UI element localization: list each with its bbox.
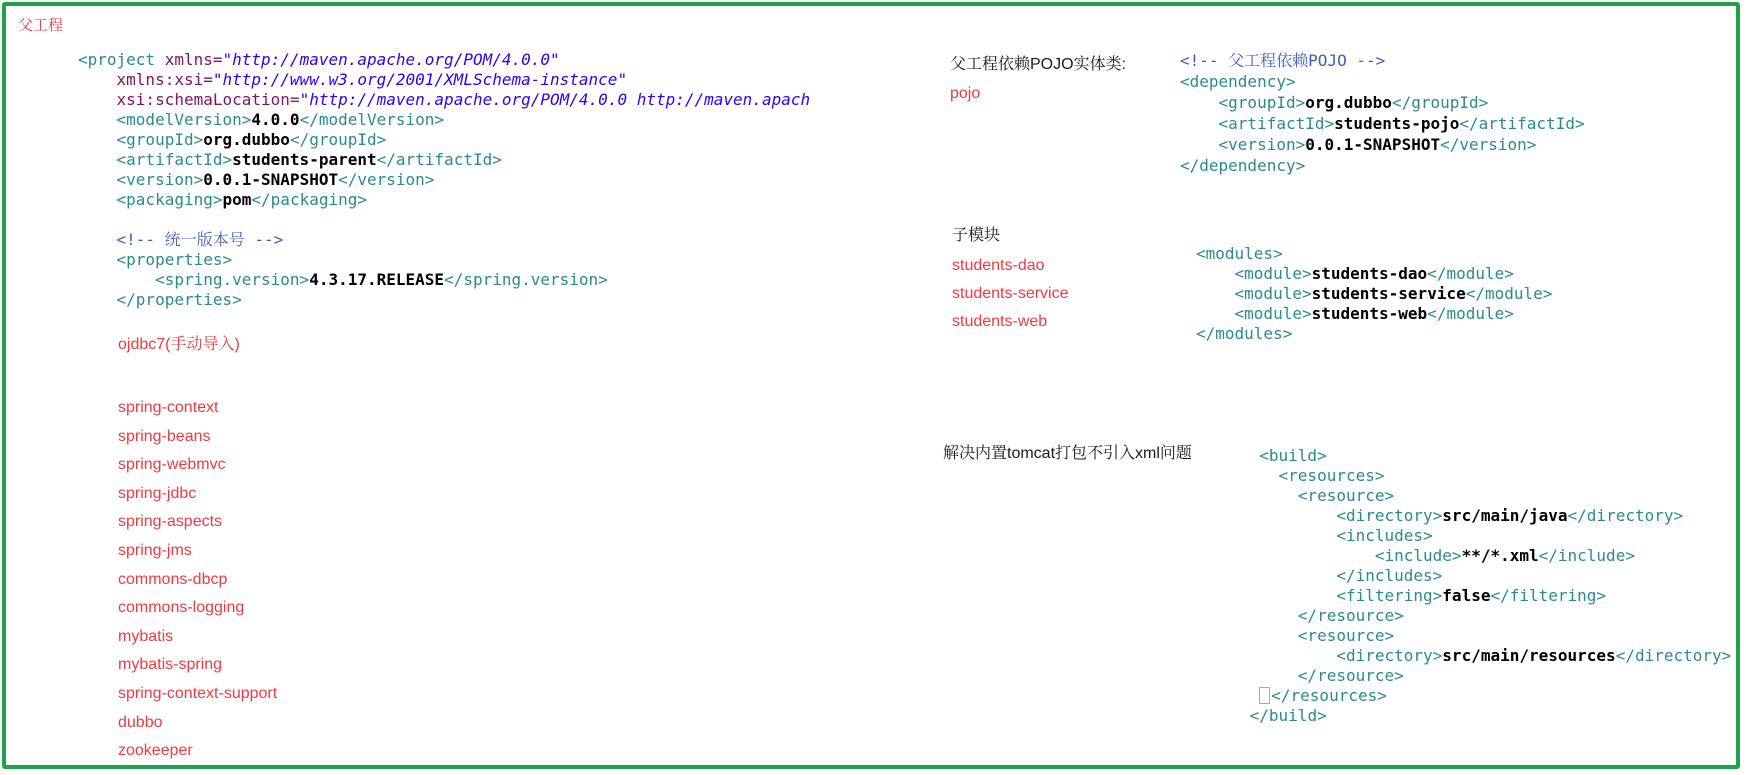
- code-token: false: [1442, 586, 1491, 605]
- module-name-list: [952, 252, 1069, 336]
- code-line: [1240, 546, 1731, 566]
- code-token: students-parent: [232, 150, 377, 169]
- dependency-name: mybatis-spring: [118, 656, 223, 674]
- code-token: [78, 210, 88, 229]
- code-line: [78, 210, 810, 230]
- code-line: [1196, 284, 1552, 304]
- code-line: [78, 110, 810, 130]
- code-token: <properties>: [116, 250, 233, 269]
- code-line: [78, 90, 810, 110]
- dependency-name: dubbo: [118, 713, 163, 731]
- code-token: [78, 170, 117, 189]
- code-line: [1240, 686, 1731, 706]
- code-token: <dependency>: [1180, 72, 1296, 91]
- bracket-match-box: [1259, 687, 1270, 704]
- code-token: [1240, 626, 1298, 645]
- code-token: [1240, 526, 1336, 545]
- code-token: [1240, 466, 1279, 485]
- code-token: [78, 130, 117, 149]
- code-token: <resource>: [1297, 626, 1395, 645]
- code-token: org.dubbo: [1305, 93, 1392, 112]
- pojo-module-name: pojo: [950, 85, 981, 102]
- code-token: <directory>: [1336, 506, 1443, 525]
- code-token: <include>: [1374, 546, 1462, 565]
- code-line: [78, 190, 810, 210]
- code-token: <spring.version>: [155, 270, 310, 289]
- code-token: </resource>: [1297, 606, 1404, 625]
- code-line: [1240, 466, 1731, 486]
- code-token: </directory>: [1615, 646, 1732, 665]
- code-token: [1180, 135, 1219, 154]
- code-token: "http://www.w3.org/2001/XMLSchema-instance": [212, 70, 628, 89]
- code-token: </version>: [338, 170, 435, 189]
- code-token: pom: [222, 190, 252, 209]
- code-token: <build>: [1259, 446, 1327, 465]
- code-token: [1240, 706, 1250, 725]
- code-line: [1240, 526, 1731, 546]
- code-line: [1180, 155, 1585, 176]
- code-token: students-web: [1311, 304, 1428, 323]
- code-token: [1180, 93, 1219, 112]
- code-token: students-dao: [1311, 264, 1428, 283]
- code-line: [1180, 71, 1585, 92]
- code-token: <modules>: [1196, 244, 1283, 263]
- code-token: [1240, 646, 1336, 665]
- code-token: [1240, 606, 1298, 625]
- code-token: students-service: [1311, 284, 1466, 303]
- module-name: students-service: [952, 285, 1069, 302]
- code-line: [78, 170, 810, 190]
- code-line: [1240, 506, 1731, 526]
- dependency-name: spring-webmvc: [118, 456, 226, 474]
- code-token: </spring.version>: [444, 270, 608, 289]
- code-token: students-pojo: [1334, 114, 1460, 133]
- code-token: [78, 90, 117, 109]
- code-token: 4.0.0: [251, 110, 300, 129]
- code-line: [1180, 134, 1585, 155]
- page-title: 父工程: [18, 17, 64, 34]
- code-token: [1240, 506, 1336, 525]
- dependency-code: [1180, 50, 1585, 176]
- code-token: </includes>: [1336, 566, 1443, 585]
- code-line: [1196, 264, 1552, 284]
- code-token: </groupId>: [1391, 93, 1489, 112]
- code-token: <directory>: [1336, 646, 1443, 665]
- code-token: <artifactId>: [116, 150, 233, 169]
- code-token: </artifactId>: [1459, 114, 1585, 133]
- code-token: 0.0.1-SNAPSHOT: [1305, 135, 1441, 154]
- modules-code: [1196, 244, 1552, 344]
- pojo-section-label: 父工程依赖POJO实体类:: [950, 56, 1127, 73]
- code-token: </version>: [1440, 135, 1537, 154]
- code-token: "http://maven.apache.org/POM/4.0.0": [222, 50, 560, 69]
- code-token: <groupId>: [116, 130, 204, 149]
- code-token: **/*.xml: [1461, 546, 1539, 565]
- module-name: students-web: [952, 313, 1048, 330]
- code-token: [78, 290, 117, 309]
- dependency-name: spring-context-support: [118, 684, 278, 702]
- code-token: <!-- 统一版本号 -->: [116, 230, 284, 249]
- code-line: [78, 150, 810, 170]
- code-line: [1180, 50, 1585, 71]
- code-token: [1240, 546, 1375, 565]
- code-token: </resources>: [1271, 686, 1387, 705]
- code-line: [78, 50, 810, 70]
- code-token: <includes>: [1336, 526, 1433, 545]
- code-line: [1180, 113, 1585, 134]
- code-token: </filtering>: [1490, 586, 1607, 605]
- code-token: </packaging>: [251, 190, 367, 209]
- code-token: src/main/java: [1442, 506, 1568, 525]
- code-line: [78, 70, 810, 90]
- code-token: <artifactId>: [1218, 114, 1335, 133]
- code-token: 0.0.1-SNAPSHOT: [203, 170, 339, 189]
- code-line: [1196, 324, 1552, 344]
- code-token: <version>: [116, 170, 204, 189]
- code-token: <modelVersion>: [116, 110, 252, 129]
- code-token: [1196, 264, 1235, 283]
- code-token: [1180, 114, 1219, 133]
- code-token: <module>: [1234, 264, 1312, 283]
- note-page: [2, 2, 1740, 769]
- code-token: [1240, 446, 1259, 465]
- dependency-name: commons-logging: [118, 599, 245, 617]
- dependency-name: spring-jdbc: [118, 484, 197, 502]
- code-line: [1240, 566, 1731, 586]
- dependency-name: spring-aspects: [118, 513, 223, 531]
- code-token: </artifactId>: [376, 150, 502, 169]
- code-token: </properties>: [116, 290, 242, 309]
- code-token: xsi:schemaLocation=: [116, 90, 300, 109]
- code-line: [78, 250, 810, 270]
- code-line: [1196, 244, 1552, 264]
- code-token: [1240, 686, 1259, 705]
- code-line: [1240, 606, 1731, 626]
- dependency-name: spring-jms: [118, 541, 192, 559]
- code-token: <groupId>: [1218, 93, 1306, 112]
- code-token: </module>: [1465, 284, 1553, 303]
- code-token: <resource>: [1297, 486, 1395, 505]
- code-token: <!-- 父工程依赖POJO -->: [1180, 51, 1386, 70]
- code-token: xmlns=: [164, 50, 223, 69]
- code-token: "http://maven.apache.org/POM/4.0.0 http://maven.apach: [299, 90, 811, 109]
- code-token: [1240, 586, 1336, 605]
- code-token: [1240, 486, 1298, 505]
- code-token: </module>: [1427, 264, 1514, 283]
- code-token: <filtering>: [1336, 586, 1443, 605]
- code-token: <packaging>: [116, 190, 223, 209]
- code-token: [1196, 284, 1235, 303]
- code-token: </modules>: [1196, 324, 1293, 343]
- code-token: <module>: [1234, 304, 1312, 323]
- code-token: src/main/resources: [1442, 646, 1616, 665]
- code-line: [1240, 666, 1731, 686]
- code-token: </build>: [1249, 706, 1327, 725]
- dependency-name: mybatis: [118, 627, 174, 645]
- code-token: [78, 190, 117, 209]
- code-line: [78, 130, 810, 150]
- code-token: </module>: [1427, 304, 1514, 323]
- code-token: xmlns:xsi=: [116, 70, 213, 89]
- code-line: [1196, 304, 1552, 324]
- code-line: [78, 230, 810, 250]
- module-name: students-dao: [952, 257, 1045, 274]
- code-token: <version>: [1218, 135, 1306, 154]
- code-line: [1240, 446, 1731, 466]
- code-token: [1240, 566, 1336, 585]
- code-line: [1240, 646, 1731, 666]
- dependency-name: zookeeper: [118, 742, 193, 760]
- dependency-name-list: [118, 394, 277, 766]
- code-token: </directory>: [1567, 506, 1684, 525]
- code-line: [1240, 486, 1731, 506]
- code-token: [78, 250, 117, 269]
- code-token: 4.3.17.RELEASE: [309, 270, 445, 289]
- code-token: </modelVersion>: [299, 110, 445, 129]
- code-line: [1240, 626, 1731, 646]
- code-token: </dependency>: [1180, 156, 1306, 175]
- code-line: [78, 290, 810, 310]
- dependency-name: spring-beans: [118, 427, 211, 445]
- code-token: <project: [78, 50, 156, 69]
- code-token: [78, 70, 117, 89]
- code-token: [155, 50, 165, 69]
- code-token: <module>: [1234, 284, 1312, 303]
- code-line: [1240, 586, 1731, 606]
- modules-section-label: 子模块: [952, 227, 1001, 244]
- code-token: </groupId>: [289, 130, 387, 149]
- code-token: <resources>: [1278, 466, 1385, 485]
- code-token: [78, 270, 155, 289]
- code-token: [78, 230, 117, 249]
- build-section-label: 解决内置tomcat打包不引入xml问题: [943, 445, 1192, 462]
- manual-import-note: ojdbc7(手动导入): [118, 336, 240, 353]
- code-token: [78, 150, 117, 169]
- code-token: [1240, 666, 1298, 685]
- dependency-name: spring-context: [118, 399, 219, 416]
- code-line: [1240, 706, 1731, 726]
- code-line: [1180, 92, 1585, 113]
- code-token: [78, 110, 117, 129]
- code-token: [1196, 304, 1235, 323]
- dependency-name: commons-dbcp: [118, 570, 228, 588]
- build-code: [1240, 446, 1731, 726]
- code-token: </resource>: [1297, 666, 1404, 685]
- code-line: [78, 270, 810, 290]
- parent-pom-code: [78, 50, 810, 310]
- code-token: org.dubbo: [203, 130, 290, 149]
- code-token: </include>: [1538, 546, 1635, 565]
